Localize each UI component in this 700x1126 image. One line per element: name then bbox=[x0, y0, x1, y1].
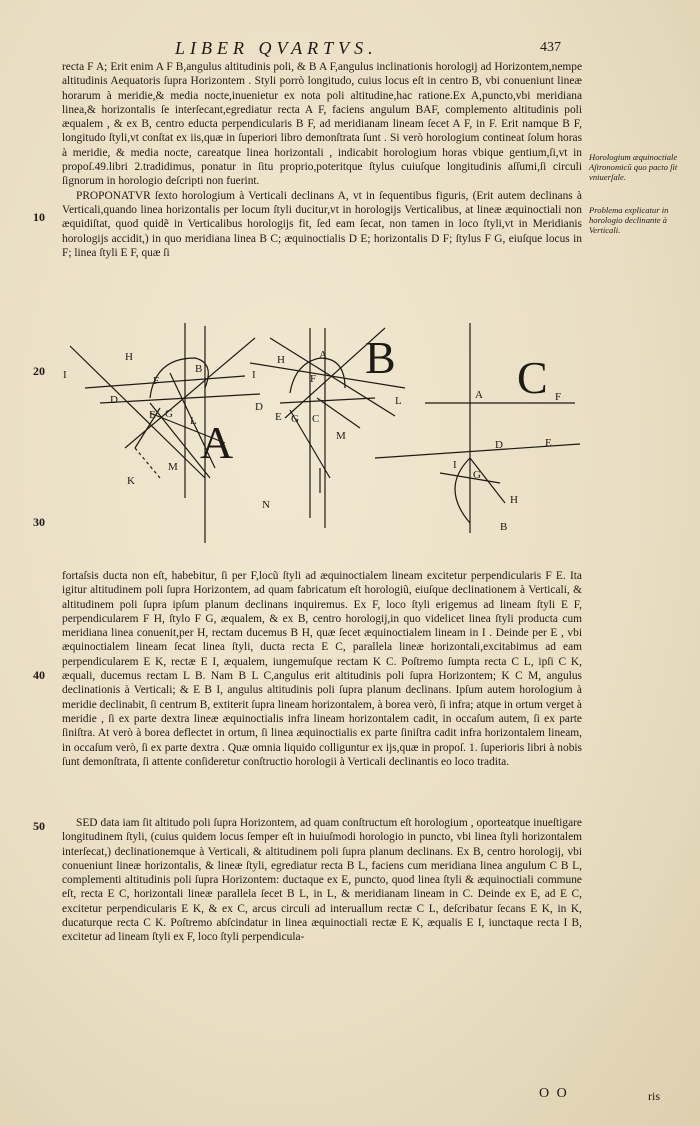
figure-label: G bbox=[473, 469, 481, 481]
figure-label: G bbox=[291, 413, 299, 425]
figure-c bbox=[375, 323, 580, 533]
margin-note: Horologium æquinoctiale Aſtronomicũ quo pacto ſit vniuerſale. bbox=[589, 152, 678, 182]
figure-label: F bbox=[153, 375, 160, 387]
paragraph: recta F A; Erit enim A F B,angulus altitudinis poli, & B A F,angulus inclinationis horologij ad Horizontem,nempe altitudinis Aequatoris ſupra Horizontem . Styli porrò longitudo, cuius locus eſt in centro B, vbi conueniunt lineæ horarum à meridie,& media nocte,inuenietur ex nota poli altitudine,hac ratione.Ex A,puncto,vbi meridiana linea,& horizontalis ſe interſecant,egrediatur recta A F, faciens angulum BAF, complemento altitudinis poli æqualem , & ex B, centro educta perpendicularis B F, ad meridianam lineam ſecet A F, in F. Erit namque B F, longitudo ſtyli,vt conſtat ex iis,quæ in ſuperiori libro demonſtrata ſunt . Si verò horologium contineat ſolum horas à meridie, & media nocte, careatque linea horizontali , indicabit horologium horas vbique gentium,ſi,vt in propoſ.49.libri 2.tradidimus, ponatur in ſitu proprio,poteritque ſtylus cuiuſque longitudinis aſſumi,ſi circuli ſignorum in horologio deſcripti non fuerint. bbox=[62, 61, 582, 188]
figure-label: L bbox=[395, 395, 402, 407]
figure-label: D bbox=[255, 401, 263, 413]
figure-label: E bbox=[545, 437, 552, 449]
line-number: 50 bbox=[33, 819, 45, 833]
figure-b bbox=[250, 328, 405, 528]
figure-label: K bbox=[127, 475, 135, 487]
figure-a bbox=[63, 323, 260, 543]
figure-big-label: A bbox=[200, 417, 234, 468]
figure-label: B bbox=[500, 521, 508, 533]
line-number: 20 bbox=[33, 364, 45, 378]
paragraph: SED data iam ſit altitudo poli ſupra Horizontem, ad quam conſtructum eſt horologium , oporteatque inueſtigare longitudinem ſtyli, (cuius quidem locus ſemper eſt in huiuſmodi horologio in puncto, vbi linea ſtyli horizontalem interſecat,) declinationemque à Verticali, & altitudinem poli ſupra planum declinans. Ex B, centro horologij, vbi conueniunt lineæ horizontalis, & lineæ ſtyli, egrediatur recta B L, faciens cum meridiana linea angulum C B L, complementi altitudinis poli ſupra Horizontem: ductaque ex E, puncto, quod linea ſtyli & æquinoctiali commune eſt, recta E C, horizontali lineæ parallela ſecet B L, in L, & meridianam lineam in C. Deinde ex E, ad E C, excitetur perpendicularis E K, & ex C, arcus circuli ad interuallum rectæ C L, deſcribatur ſecans E K, in K, ducaturque recta C K. Poſtremo abſcindatur in linea æquinoctiali rectæ E K, æqualis E I, iunctaque recta I B, excitetur ad lineam ſtyli ex F, loco ſtyli perpendicula- bbox=[62, 817, 582, 944]
figure-label: L bbox=[190, 415, 197, 427]
figure-label: I bbox=[252, 369, 256, 381]
figure-label: M bbox=[336, 430, 346, 442]
line-number: 40 bbox=[33, 668, 45, 682]
text-block-bottom bbox=[62, 816, 582, 945]
catchword: ris bbox=[648, 1089, 660, 1103]
figure-label: E bbox=[149, 409, 156, 421]
figure-label: G bbox=[165, 408, 173, 420]
paragraph: PROPONATVR ſexto horologium à Verticali declinans A, vt in ſequentibus figuris, (Erit autem declinans à Verticali,quando linea horizontalis per locum ſtyli ducitur,vt in horologijs Verticalibus, at lineæ æquinoctiali non æquidiſtat, quod quidẽ in Verticalibus horologijs fit, ſed eam ſecat, non tamen in loco ſtyli,vt in Meridianis horologijs accidit,) in quo meridiana linea B C; æquinoctialis D E; horizontalis D F; ſtylus F G, eiuſque locus in F; linea ſtyli E F, quæ ſi bbox=[62, 189, 582, 259]
sundial-diagram bbox=[55, 318, 595, 548]
running-head: LIBER QVARTVS. bbox=[175, 38, 378, 58]
figure-label: F bbox=[555, 391, 562, 403]
text-block-middle bbox=[62, 569, 582, 769]
figure-label: B bbox=[195, 363, 203, 375]
figure-label: N bbox=[262, 499, 270, 511]
figure-label: C bbox=[312, 413, 320, 425]
line-number: 30 bbox=[33, 515, 45, 529]
figure-big-label: C bbox=[517, 352, 548, 403]
figure-label: H bbox=[125, 351, 133, 363]
line-number: 10 bbox=[33, 210, 45, 224]
paragraph: fortaſsis ducta non eſt, habebitur, ſi per F,locũ ſtyli ad æquinoctialem lineam excitetur perpendicularis F E. Ita igitur altitudinem poli ſupra Horizontem, ad quam fabricatum eſt horologiũ, eiuſque declinationem à Verticali, & altitudinem poli ſupra ipſum planum declinans inquiremus. Ex F, loco ſtyli erigemus ad lineam ſtyli E F, perpendicularem F H, ſtylo F G, æqualem, & ex B, centro horologij,in quo videlicet linea ſtyli producta cum meridiana linea conuenit,per H, rectam ducemus B H, quæ ſecet æquinoctialem lineam in I . Deinde per E , vbi æquinoctialem lineam ſecat linea ſtyli, ducta recta E C, parallela lineæ horizontali,excitabimus ad eam perpendicularem E K, rectæ E I, æqualem, iungemuſque rectam K C. Poſtremo ſumpta recta C L, ipſi C K, æquali, ducemus rectam L B. Nam B L C,angulus erit altitudinis poli ſupra Horizontem; K C M, angulus declinationis à Verticali; & E B I, angulus altitudinis poli ſupra planum declinans. Ipſum autem horologium à meridie declinabit, ſi centrum B, extiterit ſupra lineam horizontalem, à borea verò, ſi infra; atque in ortum verget à meridie , ſi ex parte dextra lineæ æquinoctialis infra lineam horizontalem cadit, in occaſum autem, ſi ex parte ſiniſtra. At verò à borea deflectet in ortum, ſi linea æquinoctialis ex parte ſiniſtra cadit infra horizontalem lineam, in occaſum verò, ſi ex parte dextra . Quæ omnia liquido colliguntur ex ijs,quæ in propoſ. 1. ſuperioris libri à nobis ſunt demonſtrata, ſi attente conſideretur conſtructio horologii à Verticali declinantis eo loco tradita. bbox=[62, 570, 582, 768]
figure-label: H bbox=[510, 494, 518, 506]
text-block-top bbox=[62, 60, 582, 260]
figure-label: H bbox=[277, 354, 285, 366]
figure-label: D bbox=[110, 394, 118, 406]
diagram-svg bbox=[55, 318, 595, 548]
page-number: 437 bbox=[540, 40, 561, 55]
figure-big-label: B bbox=[365, 332, 396, 383]
signature-mark: O O bbox=[539, 1086, 569, 1101]
figure-label: A bbox=[319, 349, 327, 361]
page-header bbox=[0, 38, 700, 62]
figure-label: I bbox=[63, 369, 67, 381]
figure-label: A bbox=[475, 389, 483, 401]
margin-note: Problema explicatur in horologio declinante à Verticali. bbox=[589, 205, 669, 235]
figure-label: E bbox=[275, 411, 282, 423]
figure-label: D bbox=[495, 439, 503, 451]
figure-label: I bbox=[453, 459, 457, 471]
figure-label: M bbox=[168, 461, 178, 473]
figure-label: F bbox=[310, 373, 317, 385]
